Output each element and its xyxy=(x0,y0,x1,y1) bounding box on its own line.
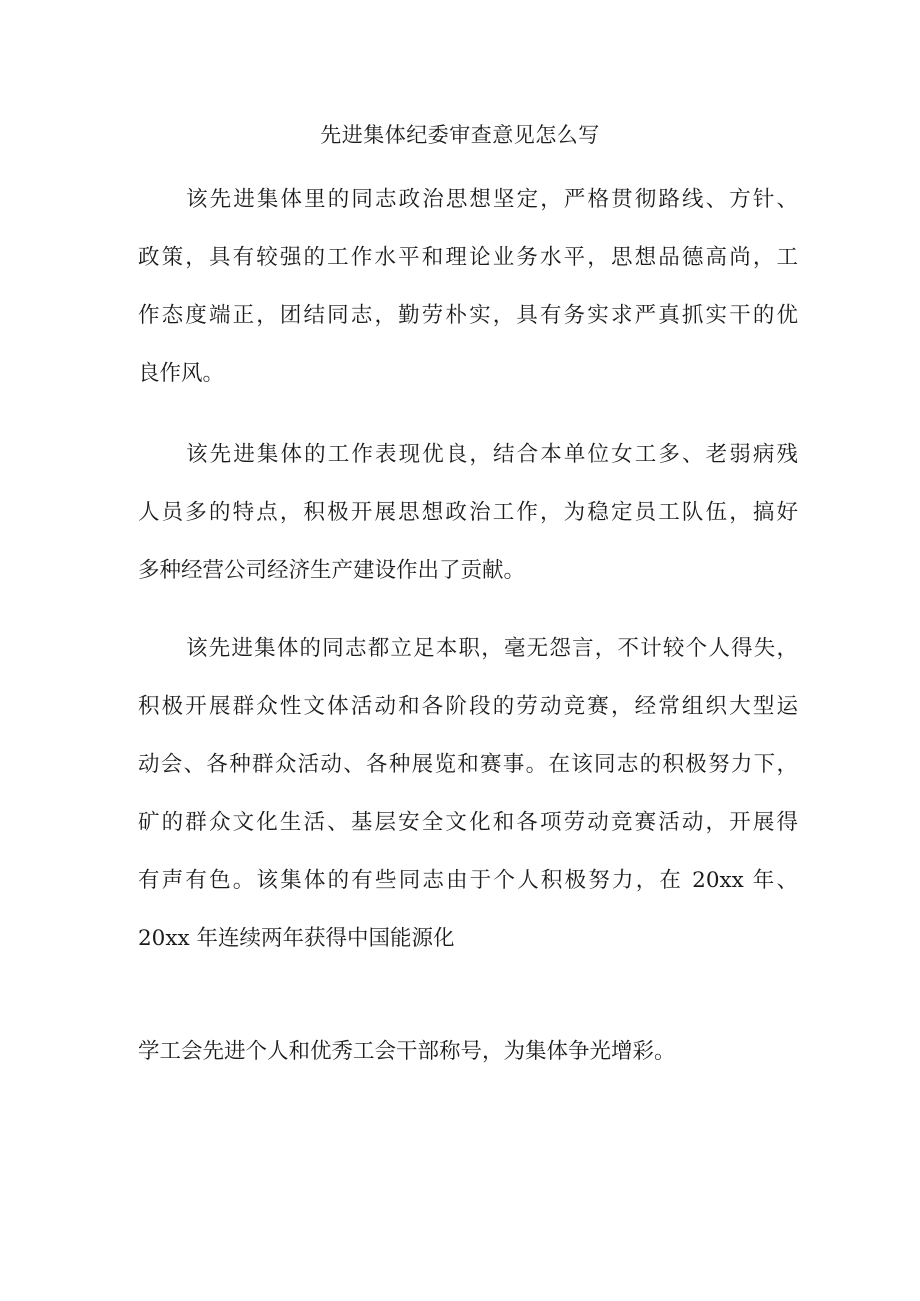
paragraph-line: 该先进集体的工作表现优良，结合本单位女工多、老弱病残 xyxy=(186,442,798,467)
paragraph-line: 该先进集体里的同志政治思想坚定，严格贯彻路线、方针、 xyxy=(186,187,798,212)
paragraph-2 xyxy=(138,426,798,600)
paragraph-line: 作态度端正，团结同志，勤劳朴实，具有务实求严真抓实干的优 xyxy=(138,303,798,328)
paragraph-line: 学工会先进个人和优秀工会干部称号，为集体争光增彩。 xyxy=(138,1039,676,1064)
paragraph-line: 多种经营公司经济生产建设作出了贡献。 xyxy=(138,558,526,583)
paragraph-line: 矿的群众文化生活、基层安全文化和各项劳动竞赛活动，开展得 xyxy=(138,810,798,835)
paragraph-line: 动会、各种群众活动、各种展览和赛事。在该同志的积极努力下， xyxy=(138,752,798,777)
paragraph-line: 积极开展群众性文体活动和各阶段的劳动竞赛，经常组织大型运 xyxy=(138,694,798,719)
paragraph-3 xyxy=(138,620,798,968)
paragraph-line: 政策，具有较强的工作水平和理论业务水平，思想品德高尚，工 xyxy=(138,245,798,270)
document-title: 先进集体纪委审查意见怎么写 xyxy=(320,123,600,147)
paragraph-4 xyxy=(138,1023,798,1081)
paragraph-line: 有声有色。该集体的有些同志由于个人积极努力，在 20xx 年、 xyxy=(138,868,798,893)
paragraph-line: 良作风。 xyxy=(138,361,225,386)
paragraph-1 xyxy=(138,171,798,403)
paragraph-line: 20xx 年连续两年获得中国能源化 xyxy=(138,926,455,951)
paragraph-line: 人员多的特点，积极开展思想政治工作，为稳定员工队伍，搞好 xyxy=(138,500,798,525)
paragraph-line: 该先进集体的同志都立足本职，毫无怨言，不计较个人得失， xyxy=(186,636,798,661)
